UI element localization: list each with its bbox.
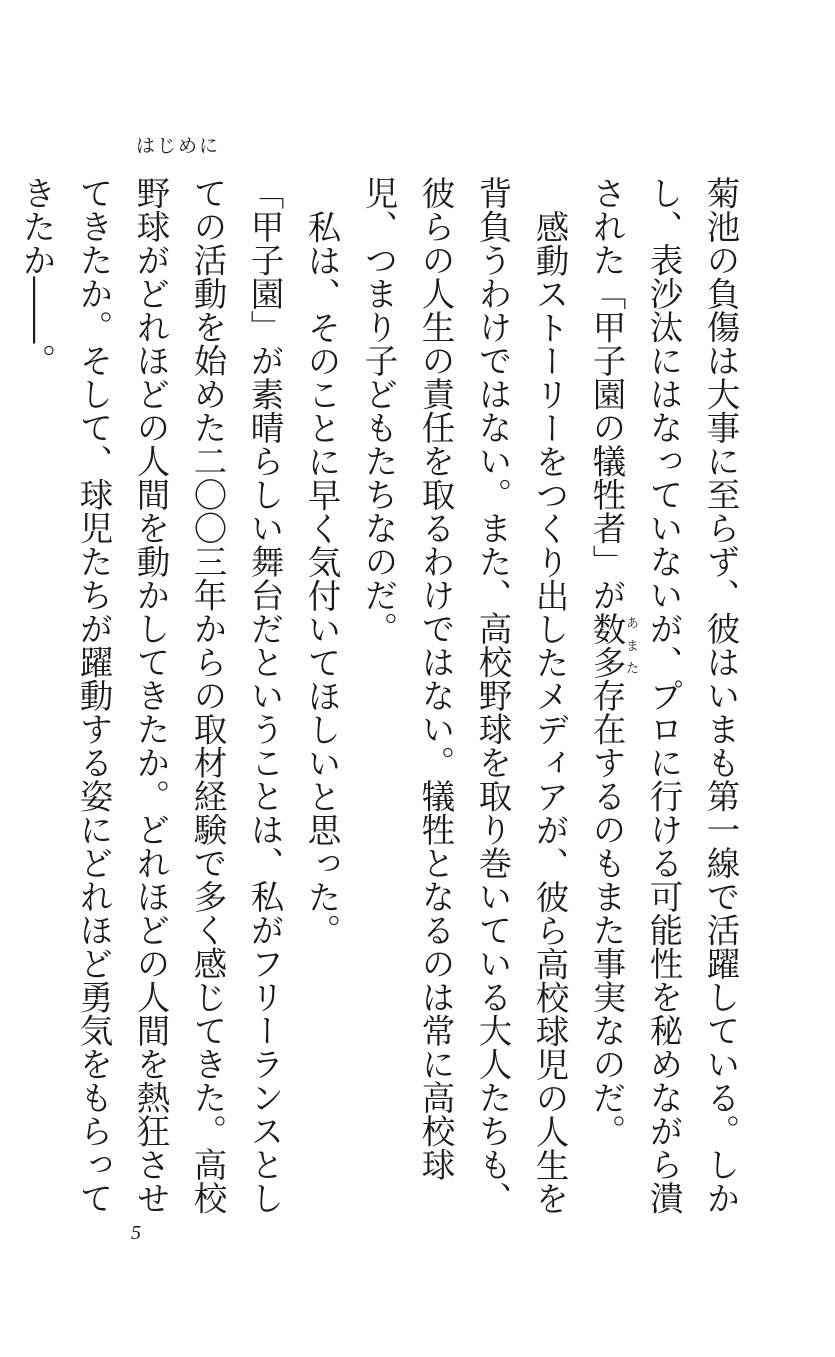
ruby-base: 数多 (587, 611, 626, 679)
page-number: 5 (131, 1222, 141, 1244)
ruby-amata (587, 611, 638, 679)
ruby-reading: あまた (623, 611, 638, 679)
paragraph-1-text-b: 存在するのもまた事実なのだ。 (587, 678, 626, 1148)
running-header: はじめに (136, 135, 221, 157)
body-text (17, 176, 749, 1216)
paragraph-3: 私は、そのことに早く気付いてほしいと思った。 (302, 209, 341, 947)
paragraph-1-text-a: 菊池の負傷は大事に至らず、彼はいまも第一線で活躍している。しかし、表沙汰にはなっていないが、プロに行ける可能性を秘めながら潰された「甲子園の犠牲者」が (587, 176, 740, 1215)
paragraph-2: 感動ストーリーをつくり出したメディアが、彼ら高校球児の人生を背負うわけではない。また、高校野球を取り巻いている大人たちも、彼らの人生の責任を取るわけではない。犠牲となるのは常に高校球児、つまり子どもたちなのだ。 (359, 176, 569, 1215)
paragraph-5 (0, 176, 8, 1216)
paragraph-1 (578, 176, 749, 1216)
paragraph-4: 「甲子園」が素晴らしい舞台だということは、私がフリーランスとしての活動を始めた二〇〇三年からの取材経験で多く感じてきた。高校野球がどれほどの人間を動かしてきたか。どれほどの人間を熱狂させてきたか。そして、球児たちが躍動する姿にどれほど勇気をもらってきたか――。 (17, 176, 284, 1215)
